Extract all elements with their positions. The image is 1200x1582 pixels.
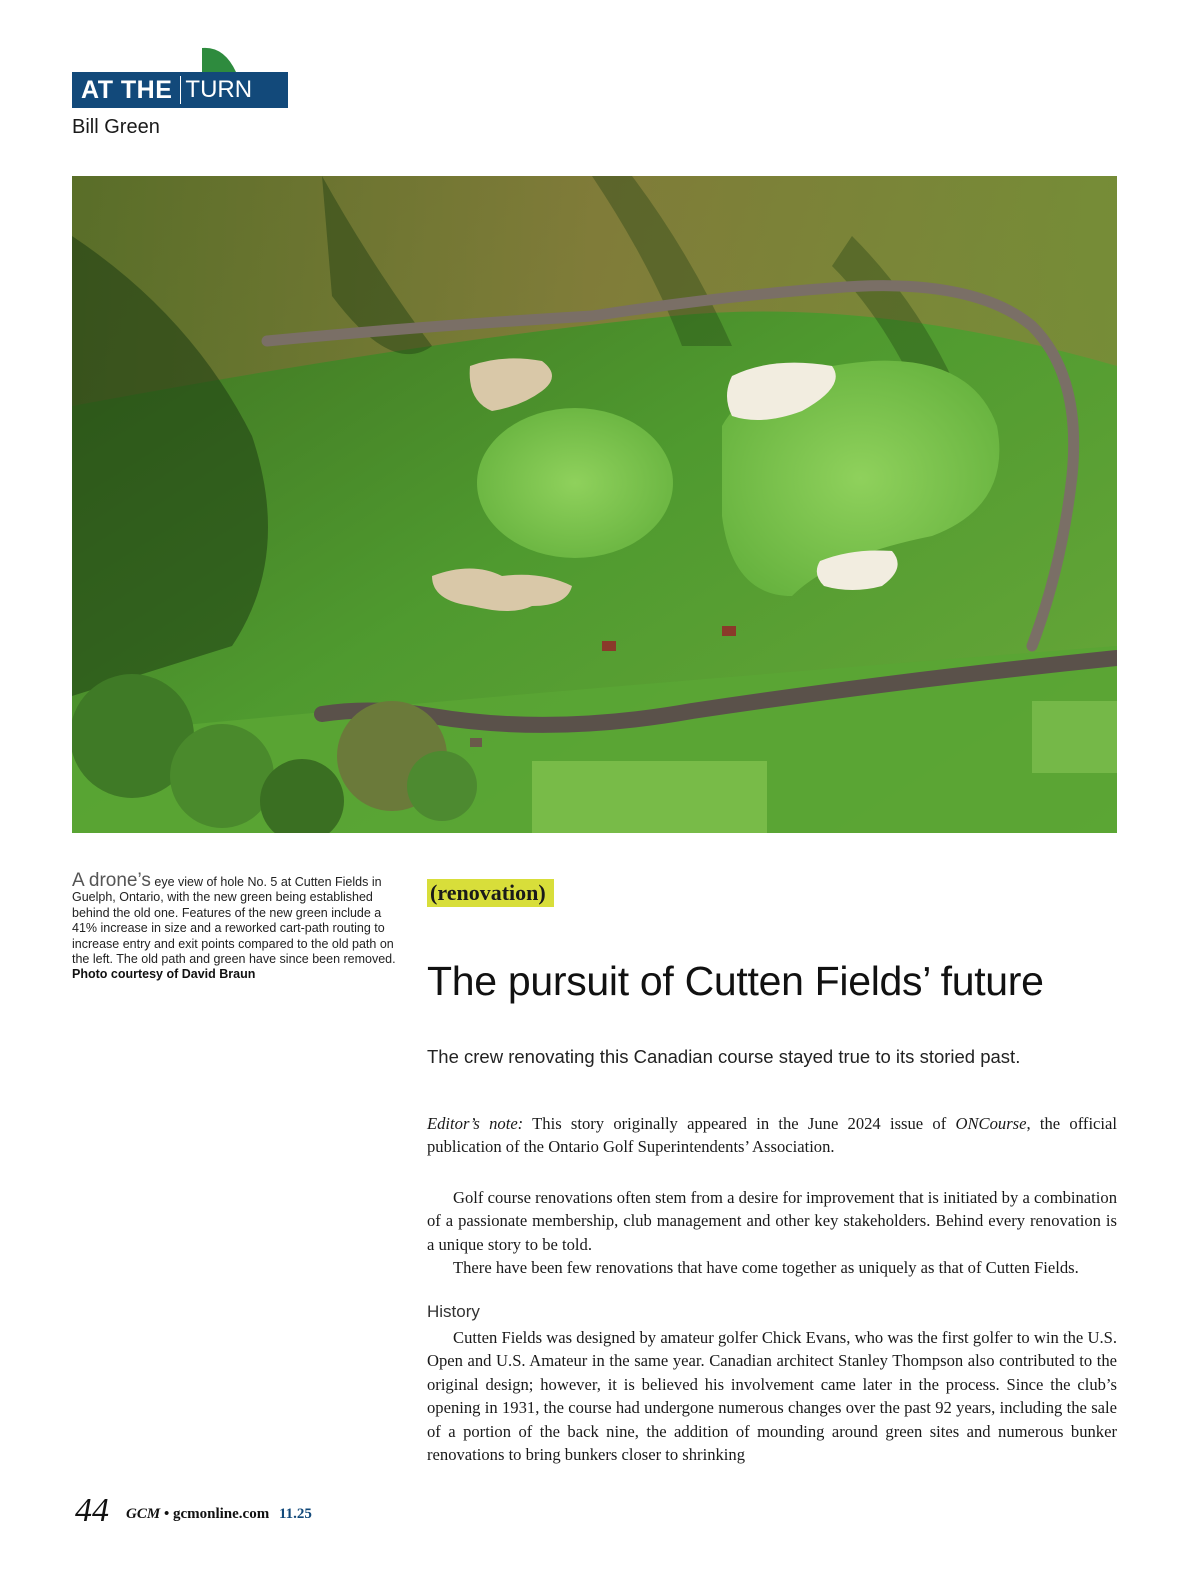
editor-note-label: Editor’s note: bbox=[427, 1114, 524, 1133]
issue-date: 11.25 bbox=[278, 1506, 312, 1522]
publication-website: gcmonline.com bbox=[172, 1506, 270, 1522]
editor-note-text-a: This story originally appeared in the June 2024 issue of bbox=[523, 1114, 956, 1133]
page-number: 44 bbox=[75, 1492, 109, 1529]
column-name-light: TURN bbox=[185, 76, 253, 103]
editor-note-publication: ONCourse bbox=[955, 1114, 1027, 1133]
photo-illustration bbox=[72, 176, 1117, 833]
section-subhead: History bbox=[427, 1302, 480, 1321]
flag-icon bbox=[202, 46, 236, 72]
section-tag: (renovation) bbox=[427, 879, 554, 907]
photo-caption bbox=[72, 870, 408, 983]
editor-note-text-b: , the official publication of the Ontario Golf Superintendents’ Association. bbox=[427, 1114, 1118, 1157]
caption-lead: A drone’s bbox=[72, 870, 151, 891]
publication-name: GCM bbox=[126, 1506, 161, 1522]
author-byline: Bill Green bbox=[72, 116, 160, 138]
editor-note bbox=[427, 1112, 1117, 1159]
column-name-divider bbox=[180, 76, 181, 104]
photo-credit: Photo courtesy of David Braun bbox=[72, 967, 256, 982]
column-name-bold: AT THE bbox=[81, 75, 173, 104]
body-paragraph-3: Cutten Fields was designed by amateur golfer Chick Evans, who was the first golfer to win the U.S. Open and U.S. Amateur in the same year. Canadian architect Stanley Thompson also contributed to the original design; however, it is believed his involvement came later in the process. Since the club’s opening in 1931, the course had undergone numerous changes over the past 92 years, including the sale of a portion of the back nine, the addition of mounding around green sites and numerous bunker renovations to bring bunkers closer to shrinking bbox=[427, 1328, 1117, 1465]
article-dek: The crew renovating this Canadian course stayed true to its storied past. bbox=[427, 1046, 1021, 1067]
body-paragraph-2: There have been few renovations that have come together as uniquely as that of Cutten Fields. bbox=[453, 1258, 1079, 1277]
column-header bbox=[72, 46, 312, 146]
body-paragraph-1: Golf course renovations often stem from a desire for improvement that is initiated by a combination of a passionate membership, club management and other key stakeholders. Behind every renovation is a unique story to be told. bbox=[427, 1188, 1117, 1254]
aerial-course-photo bbox=[72, 176, 1117, 833]
footer-bullet: • bbox=[163, 1506, 170, 1522]
caption-text: eye view of hole No. 5 at Cutten Fields in Guelph, Ontario, with the new green being established behind the old one. Features of the new green include a 41% increase in size and a reworked cart-path routing to increase entry and exit points compared to the old path on the left. The old path and green have since been removed. bbox=[72, 875, 396, 967]
column-name-bar bbox=[72, 72, 288, 108]
article-headline: The pursuit of Cutten Fields’ future bbox=[427, 958, 1044, 1004]
footer-publication bbox=[126, 1506, 312, 1523]
